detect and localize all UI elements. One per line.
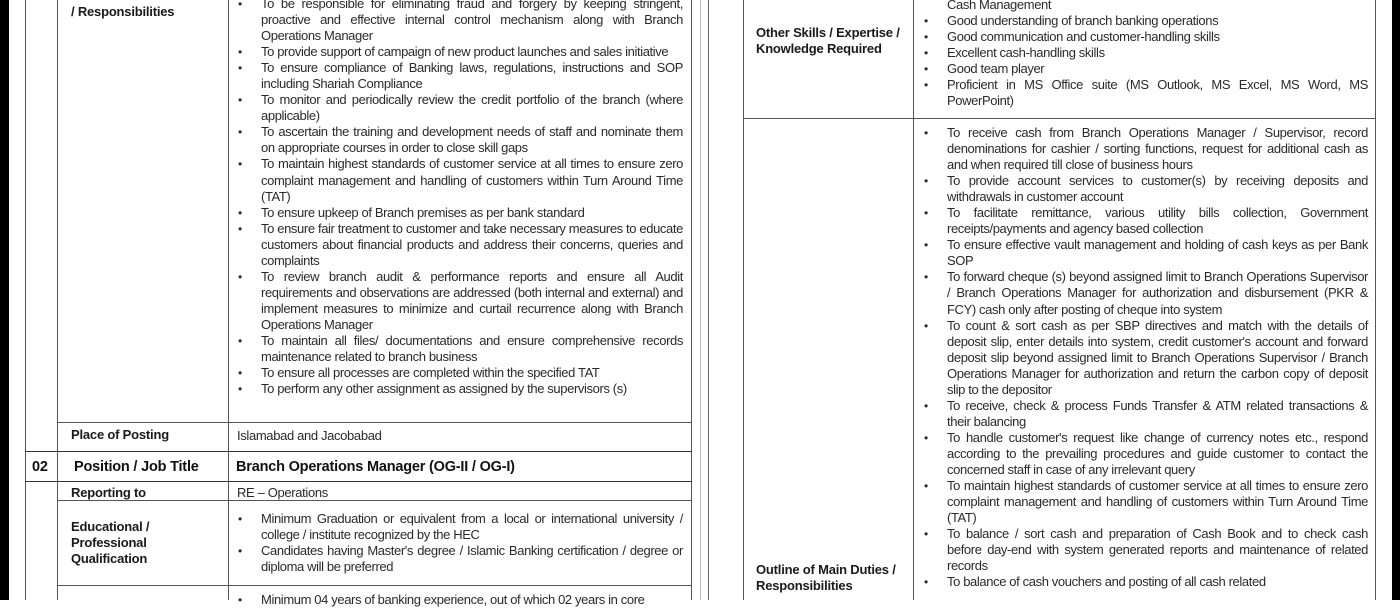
- duty-item: • To ensure compliance of Banking laws, regulations, instructions and SOP including Shariah Compliance: [228, 60, 683, 92]
- skills-list: [914, 0, 1368, 109]
- main-duties-list: [914, 125, 1368, 590]
- duty-item: • To ensure all processes are completed within the specified TAT: [228, 365, 683, 381]
- reporting-value: RE – Operations: [237, 485, 328, 500]
- position-number: 02: [32, 459, 48, 475]
- table-rule: [1375, 0, 1376, 600]
- skill-item: • Proficient in MS Office suite (MS Outlook, MS Excel, MS Word, MS PowerPoint): [914, 77, 1368, 109]
- skill-item: • Good communication and customer-handling skills: [914, 29, 1368, 45]
- experience-item: • Minimum 04 years of banking experience, out of which 02 years in core: [228, 592, 683, 608]
- page-border-left: [0, 0, 9, 600]
- duty-item: • To receive cash from Branch Operations Manager / Supervisor, record denominations for cashier / sorting functions, request for additional cash as and when required till close of business hours: [914, 125, 1368, 173]
- table-rule: [743, 0, 744, 600]
- table-rule: [57, 0, 58, 600]
- table-rule: [57, 585, 692, 586]
- duties-list: [228, 0, 683, 397]
- duty-item: • To monitor and periodically review the credit portfolio of the branch (where applicable): [228, 92, 683, 124]
- posting-label: Place of Posting: [71, 427, 169, 442]
- education-item: • Minimum Graduation or equivalent from a local or international university / college / institute recognized by the HEC: [228, 511, 683, 543]
- duties-label: / Responsibilities: [71, 4, 175, 19]
- position-label: Position / Job Title: [74, 459, 199, 475]
- duty-item: • To perform any other assignment as assigned by the supervisors (s): [228, 381, 683, 397]
- table-rule: [691, 0, 692, 600]
- duty-item: • To maintain highest standards of customer service at all times to ensure zero complaint management and handling of customers within Turn Around Time (TAT): [228, 156, 683, 204]
- posting-value: Islamabad and Jacobabad: [237, 428, 382, 443]
- duty-item: • To provide account services to customer(s) by receiving deposits and withdrawals in customer account: [914, 173, 1368, 205]
- duty-item: • To provide support of campaign of new product launches and sales initiative: [228, 44, 683, 60]
- skills-label: Other Skills / Expertise / Knowledge Required: [756, 25, 900, 56]
- table-rule: [57, 422, 692, 423]
- education-list: [228, 511, 683, 575]
- duty-item: • To ascertain the training and development needs of staff and nominate them on appropriate courses in order to close skill gaps: [228, 124, 683, 156]
- table-rule: [57, 500, 692, 501]
- duty-item: • To facilitate remittance, various utility bills collection, Government receipts/payments and agency based collection: [914, 205, 1368, 237]
- skill-item: • Good understanding of branch banking operations: [914, 13, 1368, 29]
- duty-item: • To maintain highest standards of customer service at all times to ensure zero complaint management and handling of customers within Turn Around Time (TAT): [914, 478, 1368, 526]
- duty-item: • To ensure fair treatment to customer and take necessary measures to educate customers about financial products and address their concerns, queries and complaints: [228, 221, 683, 269]
- page-border-right: [1392, 0, 1400, 600]
- table-rule: [25, 0, 26, 600]
- duty-item: • To balance of cash vouchers and posting of all cash related: [914, 574, 1368, 590]
- skill-item: • Excellent cash-handling skills: [914, 45, 1368, 61]
- reporting-label: Reporting to: [71, 485, 146, 500]
- duty-item: • To be responsible for eliminating fraud and forgery by keeping stringent, proactive and effective internal control mechanism along with Branch Operations Manager: [228, 0, 683, 44]
- education-label: Educational / Professional Qualification: [71, 519, 150, 566]
- duty-item: • To forward cheque (s) beyond assigned limit to Branch Operations Supervisor / Branch Operations Manager for authorization and disbursement (PKR & FCY) cash only after posting of cheque into system: [914, 269, 1368, 317]
- table-rule: [743, 118, 1376, 119]
- page-gutter-line: [708, 0, 709, 600]
- duty-item: • To ensure upkeep of Branch premises as per bank standard: [228, 205, 683, 221]
- main-duties-label: Outline of Main Duties / Responsibilities: [756, 562, 896, 593]
- education-item: • Candidates having Master's degree / Islamic Banking certification / degree or diploma will be preferred: [228, 543, 683, 575]
- position-title: Branch Operations Manager (OG-II / OG-I): [236, 459, 515, 475]
- table-rule: [25, 481, 692, 482]
- duty-item: • To ensure effective vault management and holding of cash keys as per Bank SOP: [914, 237, 1368, 269]
- experience-list: [228, 592, 683, 608]
- skills-continuation: Cash Management: [947, 0, 1052, 12]
- duty-item: • To maintain all files/ documentations and ensure comprehensive records maintenance related to branch business: [228, 333, 683, 365]
- page-gutter-line: [700, 0, 701, 600]
- duty-item: • To count & sort cash as per SBP directives and match with the details of deposit slip, enter details into system, credit customer's account and forward deposit slip beyond assigned limit to Branch Operations Supervisor / Branch Operations Manager for authorization and return the carbon copy of deposit slip to the depositor: [914, 318, 1368, 398]
- table-rule: [25, 451, 692, 452]
- skill-item: • Good team player: [914, 61, 1368, 77]
- duty-item: • To receive, check & process Funds Transfer & ATM related transactions & their balancing: [914, 398, 1368, 430]
- duty-item: • To review branch audit & performance reports and ensure all Audit requirements and observations are addressed (both internal and external) and implement measures to minimize and curtail recurrence along with Branch Operations Manager: [228, 269, 683, 333]
- duty-item: • To balance / sort cash and preparation of Cash Book and to check cash before day-end with system generated reports and maintenance of related records: [914, 526, 1368, 574]
- duty-item: • To handle customer's request like change of currency notes etc., respond according to the prevailing procedures and guide customer to contact the concerned staff in case of any irrelevant query: [914, 430, 1368, 478]
